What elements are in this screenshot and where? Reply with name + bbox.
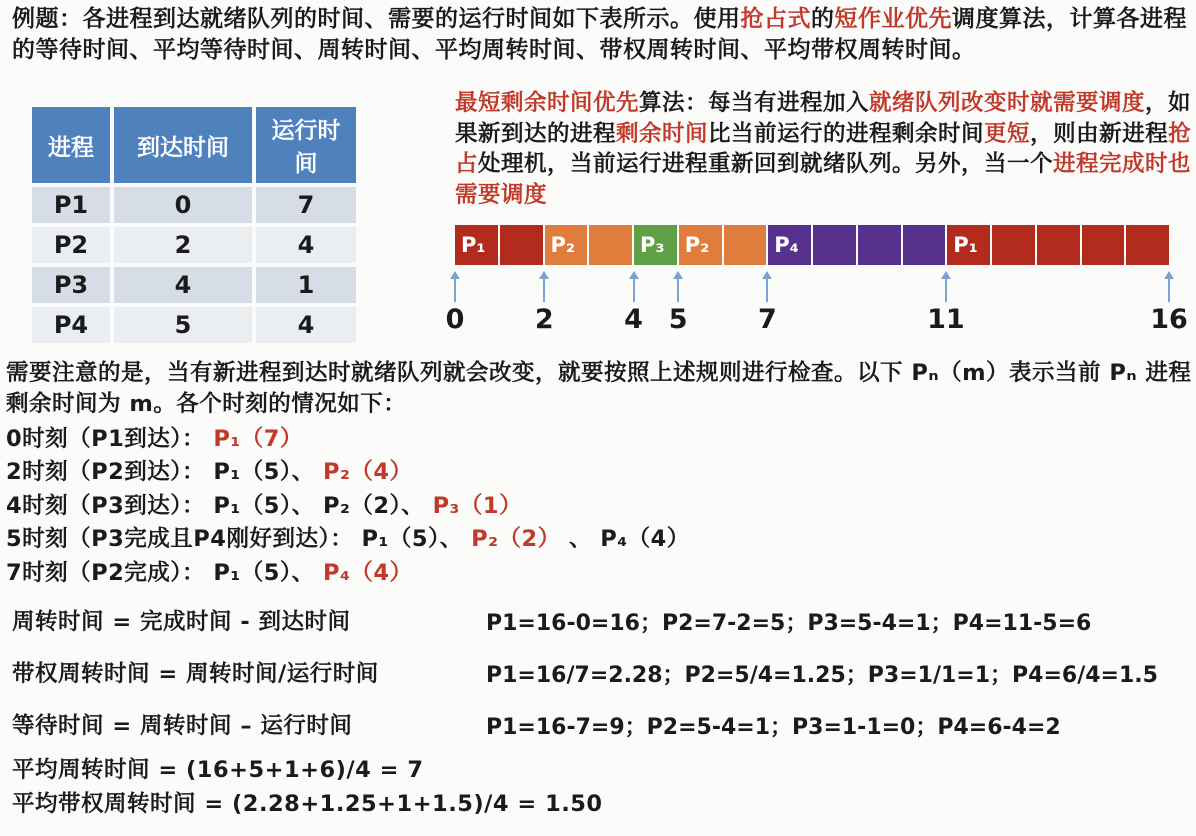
table-header-cell: 到达时间 — [114, 107, 252, 183]
gantt-segment-label: P₁ — [461, 233, 486, 257]
gantt-cell-p1-t13 — [1037, 225, 1080, 265]
table-row-p2 — [32, 227, 356, 263]
gantt-cell-p2-t6 — [724, 225, 767, 265]
tick-label-4: 4 — [624, 304, 643, 335]
gantt-segment-label: P₃ — [640, 233, 665, 257]
text-segment: 就绪队列改变时就需要调度 — [869, 90, 1146, 116]
process-table-body — [32, 187, 356, 343]
text-segment: P₂（2） — [471, 526, 561, 553]
gantt-cell-p4-t7 — [768, 225, 811, 265]
process-table-header — [32, 107, 356, 183]
table-row-p3 — [32, 267, 356, 303]
tick-label-2: 2 — [534, 304, 554, 335]
calc-turnaround-time: P1=16-0=16；P2=7-2=5；P3=5-4=1；P4=11-5=6 — [486, 611, 1092, 636]
tick-label-5: 5 — [668, 304, 688, 335]
table-row-p1 — [32, 187, 356, 223]
formula-waiting-time: 等待时间 = 周转时间 – 运行时间 — [12, 713, 353, 739]
table-cell: P2 — [32, 227, 110, 263]
state-line-t2 — [6, 456, 1186, 489]
text-segment: 需要注意的是，当有新进程到达时就绪队列就会改变，就要按照上述规则进行检查。以下 Pₙ（m）表示当前 Pₙ 进程剩余时间为 m。各个时刻的情况如下： — [6, 360, 1192, 417]
tick-arrow-icon — [677, 274, 679, 302]
formula-weighted-turnaround-time: 带权周转时间 = 周转时间/运行时间 — [12, 661, 379, 687]
formula-turnaround-time: 周转时间 = 完成时间 - 到达时间 — [12, 609, 351, 635]
tick-label-7: 7 — [757, 304, 777, 335]
text-segment: P₄（4） — [322, 559, 413, 586]
text-segment: 比当前运行的进程剩余时间 — [708, 120, 985, 147]
tick-arrow-icon — [633, 274, 635, 302]
table-cell: 1 — [256, 267, 356, 303]
tick-label-11: 11 — [927, 304, 965, 335]
text-segment: 处理机，当前运行进程重新回到就绪队列。另外，当一个 — [478, 151, 1054, 177]
text-segment: 抢占式 — [740, 6, 811, 32]
srtf-algorithm-note — [455, 88, 1196, 210]
tick-arrow-icon — [543, 274, 545, 302]
gantt-cell-p1-t11 — [947, 225, 990, 265]
text-segment: ，则由新进程 — [1030, 120, 1169, 147]
gantt-cell-p1-t0 — [455, 225, 498, 265]
gantt-cell-p1-t12 — [992, 225, 1035, 265]
text-segment: 、 P₄（4） — [560, 526, 690, 553]
text-segment: 抢占 — [455, 120, 1192, 177]
text-segment: 2时刻（P2到达）： P₁（5）、 — [6, 459, 323, 486]
table-cell: P3 — [32, 267, 110, 303]
gantt-cell-p4-t10 — [903, 225, 946, 265]
tick-arrow-icon — [1168, 274, 1170, 302]
gantt-cell-p1-t15 — [1126, 225, 1169, 265]
gantt-segment-label: P₂ — [550, 233, 576, 257]
problem-statement — [12, 4, 1190, 66]
gantt-cell-p3-t4 — [634, 225, 677, 265]
tick-arrow-icon — [945, 274, 947, 302]
table-cell: P4 — [32, 307, 110, 343]
note-paragraph — [6, 358, 1192, 420]
table-cell: 7 — [256, 187, 356, 223]
gantt-cell-p1-t14 — [1082, 225, 1125, 265]
gantt-segment-label: P₁ — [953, 233, 978, 257]
table-cell: P1 — [32, 187, 110, 223]
tick-arrow-icon — [454, 274, 456, 302]
gantt-segment-label: P₄ — [774, 233, 799, 257]
text-segment: 剩余时间 — [616, 120, 709, 147]
gantt-cell-p2-t3 — [589, 225, 632, 265]
text-segment: 7时刻（P2完成）： P₁（5）、 — [6, 559, 323, 586]
table-cell: 4 — [256, 227, 356, 263]
gantt-cell-p4-t9 — [858, 225, 901, 265]
table-cell: 2 — [114, 227, 252, 263]
state-line-t5 — [6, 523, 1186, 556]
state-line-t0 — [6, 423, 1186, 456]
gantt-cell-p4-t8 — [813, 225, 856, 265]
gantt-chart — [455, 225, 1169, 265]
text-segment: 例题：各进程到达就绪队列的时间、需要的运行时间如下表所示。使用 — [12, 6, 741, 32]
table-row-p4 — [32, 307, 356, 343]
text-segment: 算法：每当有进程加入 — [639, 90, 870, 116]
table-header-cell: 进程 — [32, 107, 110, 183]
table-cell: 4 — [256, 307, 356, 343]
process-table — [28, 103, 360, 347]
average-weighted-turnaround-time: 平均带权周转时间 = (2.28+1.25+1+1.5)/4 = 1.50 — [12, 791, 603, 817]
gantt-cell-p2-t5 — [679, 225, 722, 265]
text-segment: 4时刻（P3到达）： P₁（5）、 P₂（2）、 — [6, 492, 433, 519]
average-turnaround-time: 平均周转时间 = (16+5+1+6)/4 = 7 — [12, 757, 424, 783]
text-segment: 调度算法，计算各进程的等待时间、平均等待时间、周转时间、平均周转时间、带权周转时间、平均带权周转时间。 — [12, 6, 1187, 63]
state-line-t4 — [6, 490, 1186, 523]
text-segment: 更短 — [984, 120, 1031, 147]
tick-label-16: 16 — [1150, 304, 1188, 335]
text-segment: 5时刻（P3完成且P4刚好到达）： P₁（5）、 — [6, 526, 472, 553]
text-segment: 进程完成时也需要调度 — [455, 151, 1192, 208]
gantt-time-axis — [445, 266, 1188, 338]
table-cell: 5 — [114, 307, 252, 343]
state-line-t7 — [6, 557, 1186, 590]
text-segment: P₂（4） — [322, 459, 413, 486]
text-segment: 0时刻（P1到达）： — [6, 426, 214, 452]
text-segment: 最短剩余时间优先 — [455, 90, 640, 116]
text-segment: ，如果新到达的进程 — [455, 90, 1192, 147]
tick-arrow-icon — [766, 274, 768, 302]
table-cell: 0 — [114, 187, 252, 223]
timeline-states-list — [6, 423, 1186, 590]
text-segment: 短作业优先 — [834, 6, 952, 32]
table-header-cell: 运行时间 — [256, 107, 356, 183]
gantt-segment-label: P₂ — [684, 233, 710, 257]
gantt-cell-p2-t2 — [545, 225, 588, 265]
text-segment: P₃（1） — [432, 492, 523, 519]
tick-label-0: 0 — [445, 304, 465, 335]
calc-weighted-turnaround-time: P1=16/7=2.28；P2=5/4=1.25；P3=1/1=1；P4=6/4=1.5 — [486, 663, 1158, 688]
table-header-row — [32, 107, 356, 183]
table-cell: 4 — [114, 267, 252, 303]
calc-waiting-time: P1=16-7=9；P2=5-4=1；P3=1-1=0；P4=6-4=2 — [486, 715, 1061, 740]
text-segment: P₁（7） — [213, 426, 303, 452]
gantt-cell-p1-t1 — [500, 225, 543, 265]
text-segment: 的 — [811, 6, 835, 32]
